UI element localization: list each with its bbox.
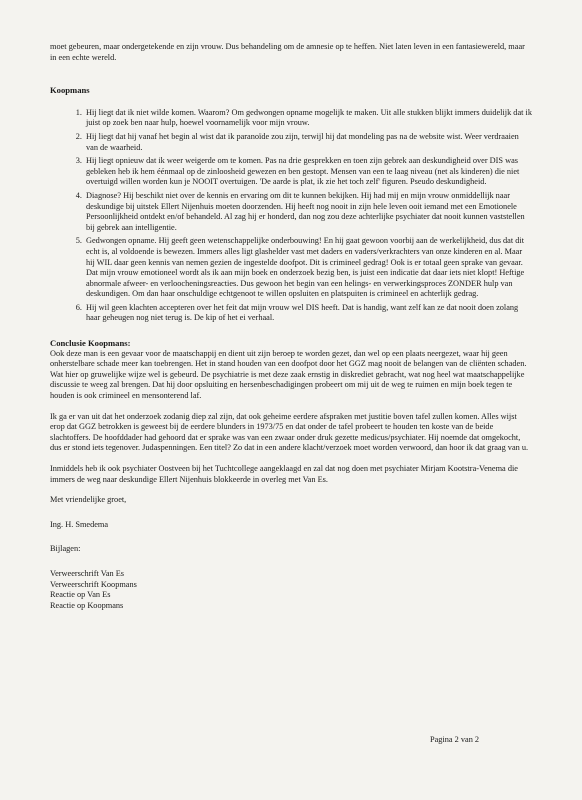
attachment-item: Verweerschrift Koopmans bbox=[50, 579, 137, 589]
conclusion-paragraph: Ik ga er van uit dat het onderzoek zodanig diep zal zijn, dat ook geheime eerdere afspraken met justitie boven tafel zullen komen. Alles wijst erop dat GGZ betrokken is geweest bij de eerdere blunders in 1973/75 en dat onder de tafel probeert te houden ten koste van de beide slachtoffers. De hoofddader had gehoord dat er sprake was van een zwaar onder druk gezette medicus/psychiater. Hij noemde dat omgekocht, dus er stond iets tegenover. Judaspenningen. Een titel? Zo dat in een andere klacht/verzoek moet worden verwoord, dan hoor ik dat graag van u. bbox=[50, 411, 529, 453]
page-number: Pagina 2 van 2 bbox=[430, 735, 480, 744]
signature: Ing. H. Smedema bbox=[50, 519, 109, 529]
intro-paragraph: moet gebeuren, maar ondergetekende en zijn vrouw. Dus behandeling om de amnesie op te heffen. Niet laten leven in een fantasiewereld, maar in een echte wereld. bbox=[50, 42, 525, 62]
conclusion-paragraph: Inmiddels heb ik ook psychiater Oostveen bij het Tuchtcollege aangeklaagd en zal dat nog doen met psychiater Mirjam Kootstra-Venema die immers de weg naar deskundige Ellert Nijenhuis blokkeerde in overleg met Van Es. bbox=[50, 464, 518, 484]
list-item: 2. Hij liegt dat hij vanaf het begin al wist dat ik paranoïde zou zijn, terwijl hij dat mondeling pas na de website wist. Weer verdraaien van de waarheid. bbox=[84, 132, 532, 153]
attachments-label: Bijlagen: bbox=[50, 544, 81, 554]
attachments-list bbox=[50, 569, 532, 611]
attachment-item: Verweerschrift Van Es bbox=[50, 568, 125, 578]
list-item: 4. Diagnose? Hij beschikt niet over de kennis en ervaring om dit te kunnen bekijken. Hij had mij en mijn vrouw onmiddellijk naar deskundige bij uitstek Ellert Nijenhuis moeten doorzenden. Hij heeft nog nooit in zijn hele leven ooit iemand met een Emotionele Persoonlijkheid ontdekt en/of behandeld. Al zag hij er honderd, dan nog zou deze achterlijke psychiater dat nooit kunnen vaststellen bij gebrek aan intelligentie. bbox=[84, 191, 532, 233]
list-item: 1. Hij liegt dat ik niet wilde komen. Waarom? Om gedwongen opname mogelijk te maken. Uit alle stukken blijkt immers duidelijk dat ik juist op zoek ben naar hulp, hoewel voornamelijk voor mijn vrouw. bbox=[84, 108, 532, 129]
attachment-item: Reactie op Koopmans bbox=[50, 600, 124, 610]
attachment-item: Reactie op Van Es bbox=[50, 590, 111, 600]
list-item: 3. Hij liegt opnieuw dat ik weer weigerde om te komen. Pas na drie gesprekken en toen zijn gebrek aan deskundigheid over DIS was gebleken heb ik hem éénmaal op de zinloosheid gewezen en ben gestopt. Mensen van een te laag niveau (net als kinderen) die niet overtuigd willen worden kun je NOOIT overtuigen. 'De aarde is plat, ik zie het toch zelf' figuren. Pseudo deskundigheid. bbox=[84, 156, 532, 188]
section-heading: Koopmans bbox=[50, 85, 90, 96]
conclusion-paragraph: Ook deze man is een gevaar voor de maatschappij en dient uit zijn beroep te worden gezet, dan wel op een plaats neergezet, waar hij geen onherstelbare schade meer kan toebrengen. Het in stand houden van een doofpot door het GGZ mag nooit de belangen van de cliënten schaden. Wat hier op gruwelijke wijze wel is gebeurd. De psychiatrie is met deze zaak ernstig in diskrediet gebracht, wat nog heel wat maatschappelijke discussie te weeg zal brengen. Dat hij door opsluiting en hersenbeschadigingen probeert om mij uit de weg te ruimen en mijn boek tegen te houden is ook crimineel en mensonterend laf. bbox=[50, 348, 527, 401]
numbered-list bbox=[50, 108, 532, 324]
conclusion-heading: Conclusie Koopmans: bbox=[50, 338, 131, 349]
list-item: 6. Hij wil geen klachten accepteren over het feit dat mijn vrouw wel DIS heeft. Dat is handig, want zelf kan ze dat nooit doen zolang haar geheugen nog niet terug is. De kip of het ei verhaal. bbox=[84, 303, 532, 324]
list-item: 5. Gedwongen opname. Hij geeft geen wetenschappelijke onderbouwing! En hij gaat gewoon voorbij aan de werkelijkheid, dus dat dit echt is, al voldoende is bewezen. Immers alles ligt glashelder vast met daders en vaders/verkrachters van onze kinderen en al. Maar hij WIL daar geen kennis van nemen gezien de ingestelde doofpot. Dit is crimineel gedrag! Ook is er totaal geen sprake van gevaar. Dat mijn vrouw emotioneel wordt als ik aan mijn boek en onderzoek bezig ben, is juist een indicatie dat daar iets niet klopt! Heftige abnormale afweer- en verloocheningsreacties. Dus gewoon het begin van een helings- en verwerkingsproces ZONDER hulp van deskundigen. Om dan haar onschuldige echtgenoot te willen opsluiten en platspuiten is crimineel en achterlijk gedrag. bbox=[84, 236, 532, 300]
closing-greeting: Met vriendelijke groet, bbox=[50, 495, 127, 505]
